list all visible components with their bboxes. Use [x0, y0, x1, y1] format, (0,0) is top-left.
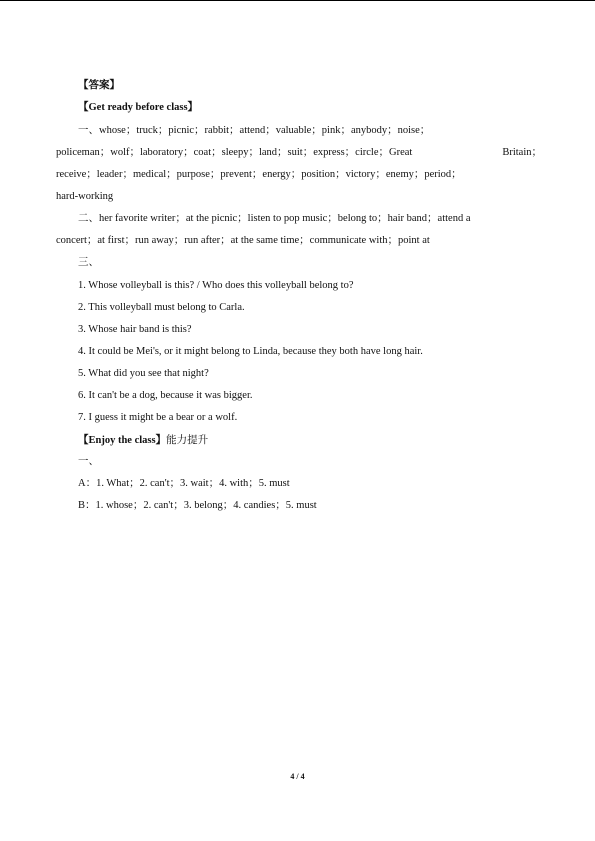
vocab-line-2-right: Britain；	[502, 147, 542, 158]
sentence-item: 1. Whose volleyball is this? / Who does this volleyball belong to?	[78, 280, 354, 291]
sentences-label: 三、	[78, 257, 99, 268]
vocab-line-2	[56, 146, 542, 160]
vocab-line-2-left: policeman；wolf；laboratory；coat；sleepy；land；suit；express；circle；Great	[56, 147, 413, 158]
answers-heading: 【答案】	[78, 80, 120, 91]
vocab-line-4: hard-working	[56, 191, 114, 202]
sentence-item: 2. This volleyball must belong to Carla.	[78, 302, 245, 313]
sentence-item: 6. It can't be a dog, because it was bigger.	[78, 390, 253, 401]
phrases-line-2: concert；at first；run away；run after；at the same time；communicate with；point at	[56, 235, 430, 246]
phrases-line-1: 二、her favorite writer；at the picnic；listen to pop music；belong to；hair band；attend a	[78, 213, 471, 224]
answer-line-a: A：1. What；2. can't；3. wait；4. with；5. must	[78, 478, 290, 489]
sentence-item: 4. It could be Mei's, or it might belong to Linda, because they both have long hair.	[78, 346, 423, 357]
vocab-line-1: 一、whose；truck；picnic；rabbit；attend；valuable；pink；anybody；noise；	[78, 125, 431, 136]
answer-line-b: B：1. whose；2. can't；3. belong；4. candies；5. must	[78, 500, 317, 511]
sentence-item: 7. I guess it might be a bear or a wolf.	[78, 412, 238, 423]
exercise-label: 一、	[78, 456, 99, 467]
enjoy-class-heading	[78, 433, 208, 448]
get-ready-heading: 【Get ready before class】	[78, 102, 199, 113]
top-border-line	[0, 0, 595, 1]
page-number: 4 / 4	[290, 772, 305, 781]
vocab-line-3: receive；leader；medical；purpose；prevent；energy；position；victory；enemy；period；	[56, 169, 462, 180]
sentence-item: 3. Whose hair band is this?	[78, 324, 192, 335]
sentence-item: 5. What did you see that night?	[78, 368, 209, 379]
enjoy-class-heading-cn: 能力提升	[166, 434, 209, 446]
enjoy-class-heading-en: 【Enjoy the class】	[78, 435, 167, 446]
